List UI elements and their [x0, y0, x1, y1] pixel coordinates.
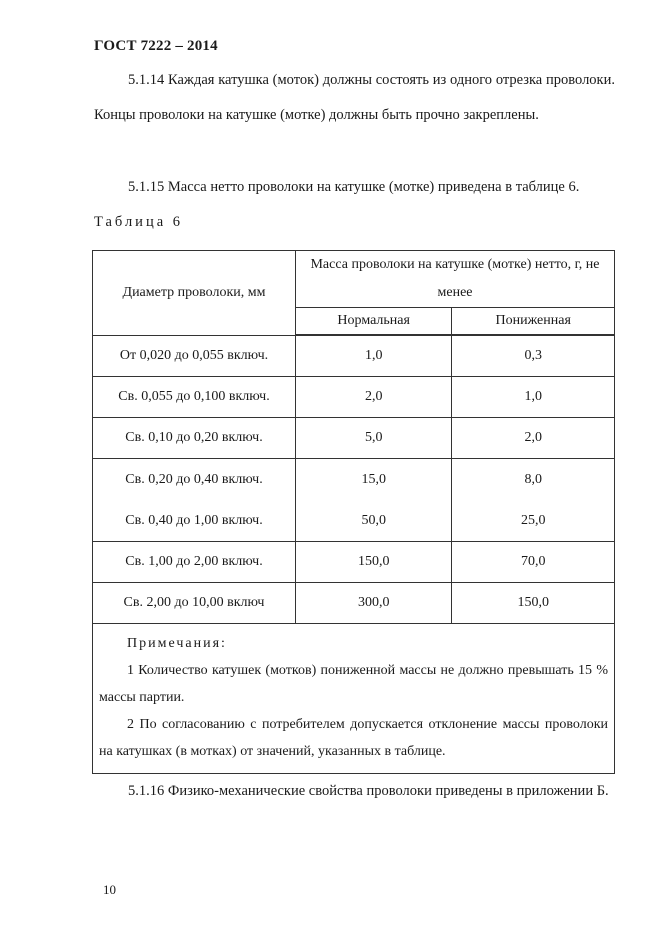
cell-reduced: 0,3	[452, 335, 615, 377]
document-header-title: ГОСТ 7222 – 2014	[94, 38, 218, 54]
header-mass: Масса проволоки на катушке (мотке) нетто, г, не менее	[296, 251, 615, 308]
header-diameter: Диаметр проволоки, мм	[93, 251, 296, 336]
cell-normal: 2,0	[296, 377, 452, 418]
wire-mass-table	[92, 250, 615, 774]
cell-diameter: Св. 0,20 до 0,40 включ.	[125, 471, 263, 487]
cell-normal: 15,0	[361, 471, 386, 487]
page-number: 10	[103, 882, 116, 897]
cell-normal: 150,0	[296, 542, 452, 583]
header-normal: Нормальная	[296, 308, 452, 336]
note-1	[99, 657, 608, 711]
header-reduced: Пониженная	[452, 308, 615, 336]
cell-diameter: Св. 0,40 до 1,00 включ.	[125, 512, 263, 528]
cell-reduced: 8,0	[524, 471, 542, 487]
paragraph-5-1-14	[94, 63, 615, 133]
cell-normal: 50,0	[361, 512, 386, 528]
note-1-text: 1 Количество катушек (мотков) пониженной массы не должно превышать 15 % массы партии.	[99, 663, 608, 705]
cell-normal: 5,0	[296, 418, 452, 459]
paragraph-5-1-14-text: 5.1.14 Каждая катушка (моток) должны состоять из одного отрезка проволоки. Концы проволоки на катушке (мотке) должны быть прочно закреплены.	[94, 72, 615, 123]
cell-diameter: Св. 2,00 до 10,00 включ	[93, 583, 296, 624]
paragraph-5-1-15	[94, 170, 615, 205]
cell-diameter: Св. 1,00 до 2,00 включ.	[93, 542, 296, 583]
paragraph-5-1-16-text: 5.1.16 Физико-механические свойства проволоки приведены в приложении Б.	[128, 783, 609, 799]
cell-reduced: 70,0	[452, 542, 615, 583]
cell-reduced: 1,0	[452, 377, 615, 418]
cell-normal: 1,0	[296, 335, 452, 377]
cell-diameter-pair	[93, 459, 296, 542]
note-2-text: 2 По согласованию с потребителем допускается отклонение массы проволоки на катушках (в мотках) от значений, указанных в таблице.	[99, 717, 608, 759]
cell-diameter: Св. 0,10 до 0,20 включ.	[93, 418, 296, 459]
table-row	[93, 542, 615, 583]
notes-title: Примечания:	[127, 636, 227, 651]
cell-diameter: Св. 0,055 до 0,100 включ.	[93, 377, 296, 418]
note-2	[99, 711, 608, 765]
cell-normal: 300,0	[296, 583, 452, 624]
table-row	[93, 377, 615, 418]
table-row-merged	[93, 459, 615, 542]
table-row	[93, 335, 615, 377]
cell-reduced: 150,0	[452, 583, 615, 624]
paragraph-5-1-15-text: 5.1.15 Масса нетто проволоки на катушке (мотке) приведена в таблице 6.	[128, 179, 580, 195]
table-row	[93, 418, 615, 459]
table-caption: Таблица 6	[94, 214, 184, 230]
table-notes	[93, 624, 615, 774]
cell-reduced: 2,0	[452, 418, 615, 459]
paragraph-5-1-16	[94, 774, 615, 809]
cell-diameter: От 0,020 до 0,055 включ.	[93, 335, 296, 377]
cell-normal-pair	[296, 459, 452, 542]
table-row	[93, 583, 615, 624]
cell-reduced-pair	[452, 459, 615, 542]
cell-reduced: 25,0	[520, 512, 546, 528]
